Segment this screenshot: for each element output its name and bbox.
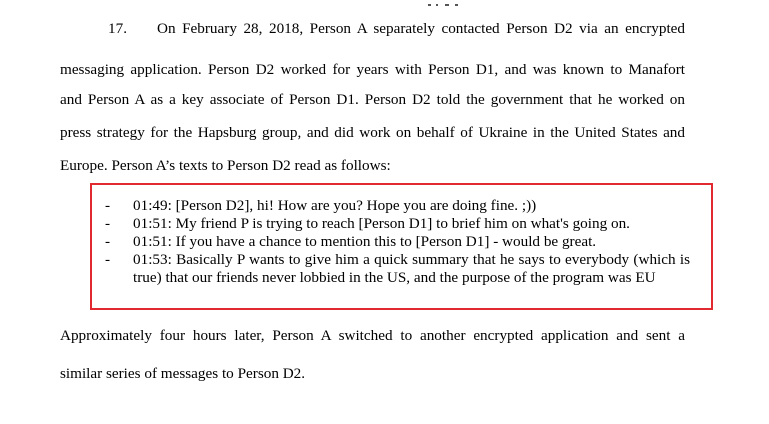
bullet-dash: - bbox=[105, 215, 111, 232]
message-text: 01:51: My friend P is trying to reach [Person D1] to brief him on what's going on. bbox=[133, 215, 630, 232]
cropped-text-artifact bbox=[436, 4, 438, 6]
bullet-dash: - bbox=[105, 197, 111, 214]
message-item bbox=[105, 197, 690, 215]
message-item bbox=[105, 251, 690, 287]
cropped-text-artifact bbox=[428, 4, 431, 6]
paragraph-line: and Person A as a key associate of Person D1. Person D2 told the government that he worked on bbox=[60, 91, 685, 108]
paragraph-line: similar series of messages to Person D2. bbox=[60, 365, 306, 382]
message-text: 01:49: [Person D2], hi! How are you? Hope you are doing fine. ;)) bbox=[133, 197, 537, 214]
message-item bbox=[105, 215, 690, 233]
paragraph-line: Europe. Person A’s texts to Person D2 read as follows: bbox=[60, 157, 391, 174]
paragraph-number: 17. bbox=[108, 20, 127, 37]
message-text: 01:51: If you have a chance to mention this to [Person D1] - would be great. bbox=[133, 233, 597, 250]
message-list bbox=[105, 197, 690, 287]
message-text: 01:53: Basically P wants to give him a quick summary that he says to everybody (which is true) that our friends never lobbied in the US, and the purpose of the program was EU bbox=[133, 251, 690, 286]
paragraph-line: messaging application. Person D2 worked for years with Person D1, and was known to Manafort bbox=[60, 61, 685, 78]
paragraph-line: press strategy for the Hapsburg group, and did work on behalf of Ukraine in the United States and bbox=[60, 124, 685, 141]
message-item bbox=[105, 233, 690, 251]
paragraph-line: Approximately four hours later, Person A switched to another encrypted application and sent a bbox=[60, 327, 685, 344]
bullet-dash: - bbox=[105, 233, 111, 250]
bullet-dash: - bbox=[105, 251, 111, 268]
paragraph-line: On February 28, 2018, Person A separately contacted Person D2 via an encrypted bbox=[157, 20, 685, 37]
cropped-text-artifact bbox=[445, 4, 449, 6]
cropped-text-artifact bbox=[455, 4, 458, 6]
